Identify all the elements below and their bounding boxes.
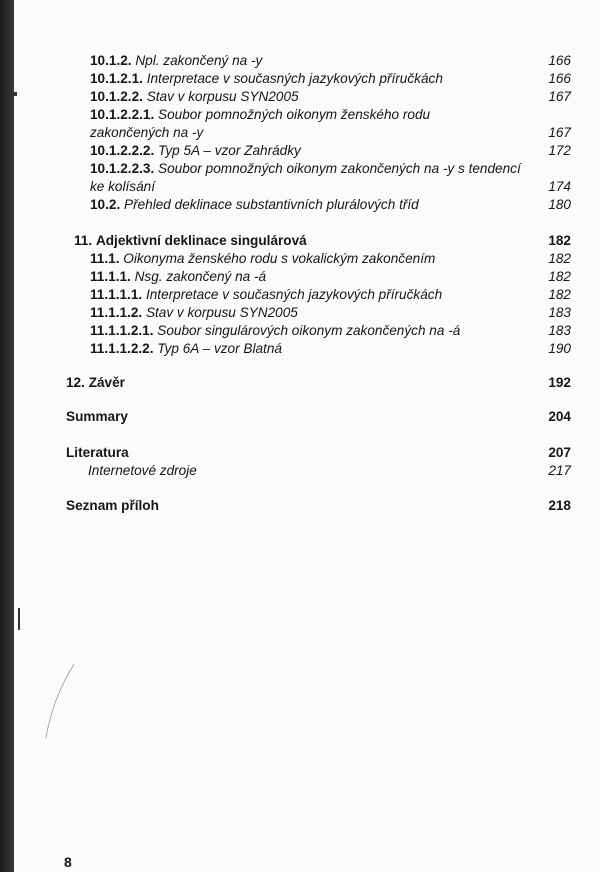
toc-title: Soubor singulárových oikonym zakončených na -á [157, 323, 461, 338]
toc-number: 11.1.1.1. [90, 287, 143, 302]
toc-entry-10-1-2-2[interactable] [14, 88, 600, 106]
toc-entry-10-1-2[interactable] [14, 52, 600, 70]
toc-page: 182 [548, 269, 571, 284]
toc-entry-10-1-2-2-1[interactable] [14, 106, 600, 124]
toc-entry-literatura[interactable] [14, 444, 600, 462]
toc-title: Soubor pomnožných oikonym ženského rodu [158, 107, 431, 122]
toc-title: Internetové zdroje [88, 463, 197, 478]
toc-title: Oikonyma ženského rodu s vokalickým zakončením [123, 251, 436, 266]
toc-number: 10.1.2.2.2. [90, 143, 155, 158]
toc-title: Seznam příloh [66, 498, 159, 513]
toc-number: 12. [66, 375, 85, 390]
toc-page: 166 [548, 53, 571, 68]
toc-title: Stav v korpusu SYN2005 [146, 89, 299, 104]
toc-title: Soubor pomnožných oikonym zakončených na -y s tendencí [158, 161, 521, 176]
toc-title: Typ 6A – vzor Blatná [157, 341, 282, 356]
toc-entry-11-1-1-2[interactable] [14, 304, 600, 322]
toc-number: 11. [74, 233, 93, 248]
toc-page: 174 [548, 179, 571, 194]
toc-number: 10.1.2.2.1. [90, 107, 155, 122]
toc-title: ke kolísání [90, 179, 155, 194]
toc-entry-10-1-2-2-1-cont[interactable] [14, 124, 600, 142]
scan-mark [18, 608, 20, 630]
toc-title: Závěr [88, 375, 125, 390]
toc-number: 10.1.2. [90, 53, 132, 68]
scan-dot [14, 92, 17, 96]
page-shadow-edge [0, 0, 14, 872]
toc-page: 172 [548, 143, 571, 158]
toc-page: 182 [548, 287, 571, 302]
toc-entry-summary[interactable] [14, 408, 600, 426]
toc-entry-10-1-2-2-2[interactable] [14, 142, 600, 160]
toc-page: 218 [548, 498, 571, 513]
toc-number: 11.1.1.2.2. [90, 341, 154, 356]
toc-number: 10.1.2.2.3. [90, 161, 155, 176]
toc-entry-11-1-1-1[interactable] [14, 286, 600, 304]
toc-page: 167 [548, 125, 571, 140]
toc-number: 10.2. [90, 197, 121, 212]
toc-page: 190 [548, 341, 571, 356]
toc-page: 192 [548, 375, 571, 390]
toc-title: Adjektivní deklinace singulárová [95, 233, 307, 248]
toc-title: Summary [66, 409, 128, 424]
toc-number: 11.1. [90, 251, 120, 266]
toc-number: 11.1.1. [90, 269, 131, 284]
toc-entry-10-1-2-2-3-cont[interactable] [14, 178, 600, 196]
toc-entry-11-1[interactable] [14, 250, 600, 268]
toc-title: Interpretace v současných jazykových příručkách [145, 287, 443, 302]
toc-page: 182 [548, 251, 571, 266]
toc-title: Interpretace v současných jazykových příručkách [146, 71, 443, 86]
toc-entry-10-2[interactable] [14, 196, 600, 214]
toc-entry-11[interactable] [14, 232, 600, 250]
toc-entry-11-1-1[interactable] [14, 268, 600, 286]
toc-title: zakončených na -y [90, 125, 204, 140]
toc-title: Npl. zakončený na -y [135, 53, 263, 68]
toc-title: Stav v korpusu SYN2005 [145, 305, 298, 320]
toc-number: 11.1.1.2. [90, 305, 143, 320]
toc-entry-internetove-zdroje[interactable] [14, 462, 600, 480]
toc-page: 204 [548, 409, 571, 424]
toc-page: 217 [548, 463, 571, 478]
toc-entry-11-1-1-2-2[interactable] [14, 340, 600, 358]
toc-title: Typ 5A – vzor Zahrádky [158, 143, 301, 158]
page-number: 8 [64, 854, 72, 870]
toc-page: 167 [548, 89, 571, 104]
toc-title: Literatura [66, 445, 129, 460]
toc-page: 180 [548, 197, 571, 212]
toc-number: 10.1.2.1. [90, 71, 143, 86]
toc-entry-10-1-2-1[interactable] [14, 70, 600, 88]
toc-entry-12[interactable] [14, 374, 600, 392]
document-page [14, 0, 600, 872]
toc-entry-10-1-2-2-3[interactable] [14, 160, 600, 178]
toc-title: Přehled deklinace substantivních plurálových tříd [124, 197, 419, 212]
toc-entry-11-1-1-2-1[interactable] [14, 322, 600, 340]
toc-entry-seznam-priloh[interactable] [14, 497, 600, 515]
toc-page: 183 [548, 305, 571, 320]
toc-number: 11.1.1.2.1. [90, 323, 154, 338]
pencil-mark [44, 660, 84, 740]
toc-number: 10.1.2.2. [90, 89, 143, 104]
toc-title: Nsg. zakončený na -á [134, 269, 267, 284]
toc-page: 183 [548, 323, 571, 338]
toc-page: 166 [548, 71, 571, 86]
toc-page: 207 [548, 445, 571, 460]
toc-page: 182 [548, 233, 571, 248]
